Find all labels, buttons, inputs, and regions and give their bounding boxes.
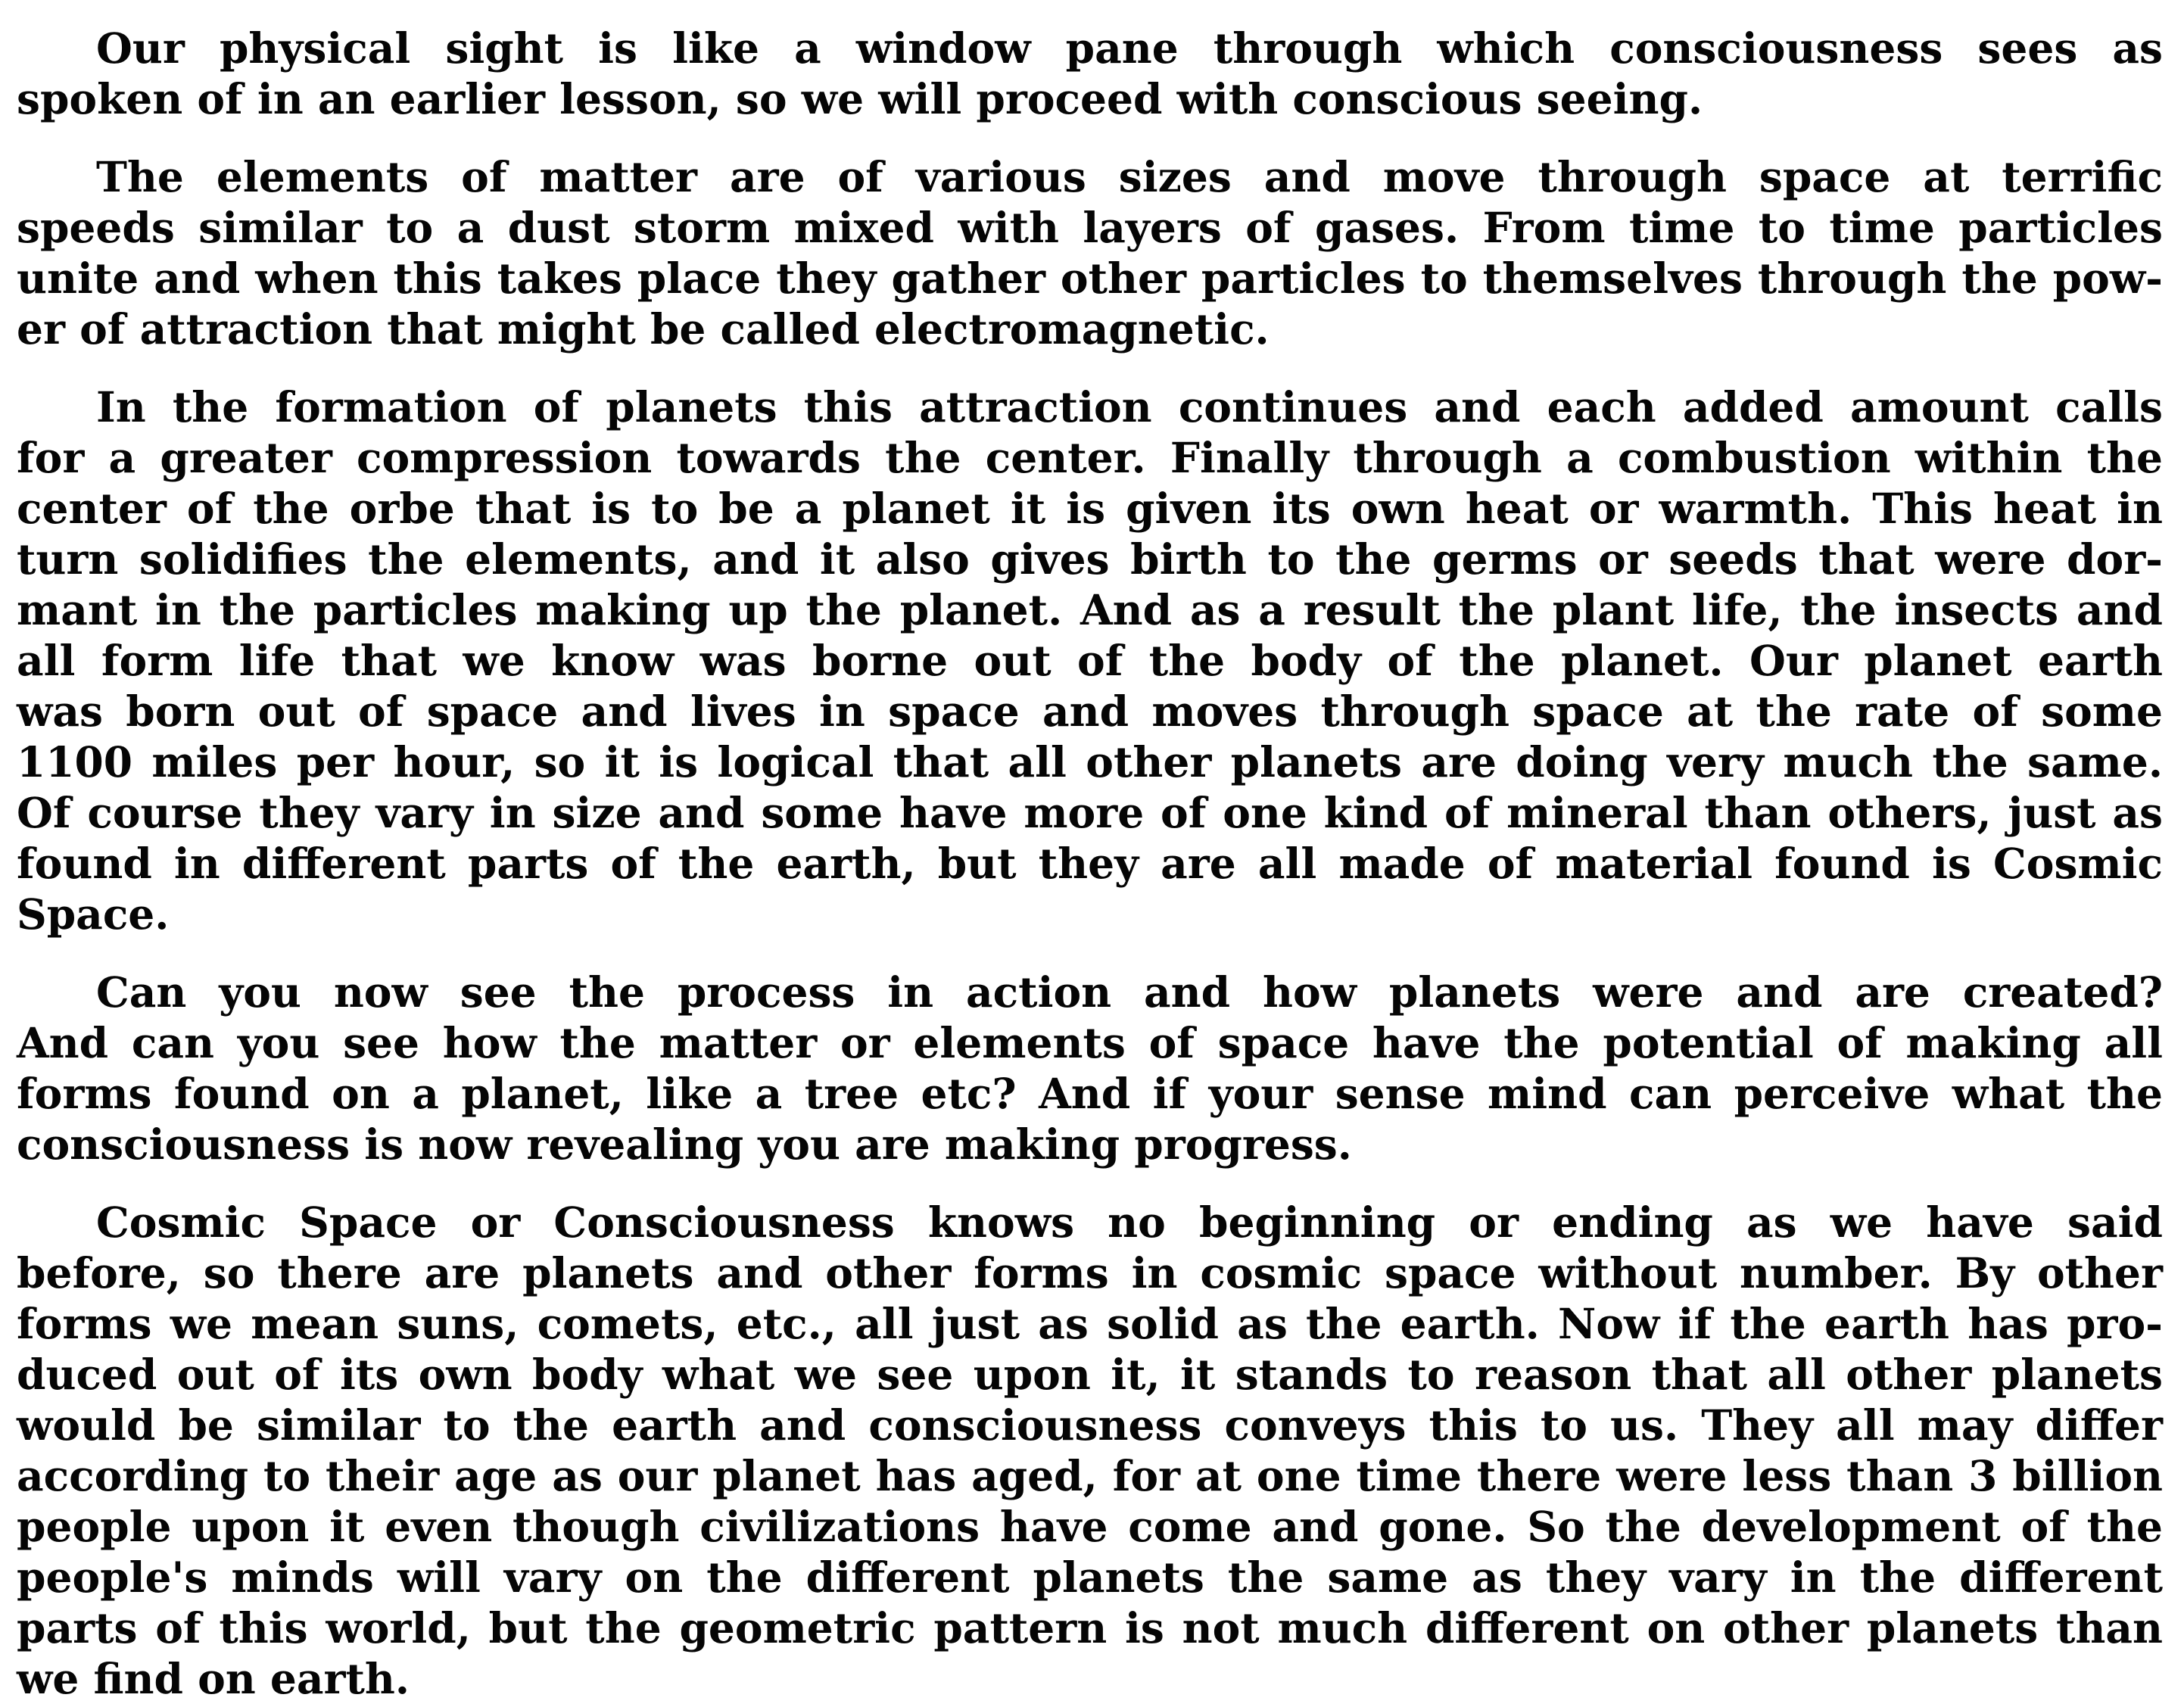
text-line: found in different parts of the earth, but they are all made of material found is Cosmic	[17, 839, 2163, 888]
paragraph	[17, 967, 2163, 1170]
text-line: In the formation of planets this attraction continues and each added amount calls	[96, 382, 2163, 431]
text-line: we find on earth.	[17, 1654, 410, 1703]
text-line: before, so there are planets and other forms in cosmic space without number. By other	[17, 1248, 2163, 1297]
text-line: center of the orbe that is to be a planet it is given its own heat or warmth. This heat in	[17, 484, 2163, 533]
text-line: speeds similar to a dust storm mixed with layers of gases. From time to time particles	[17, 203, 2163, 252]
text-line: The elements of matter are of various sizes and move through space at terrific	[96, 152, 2163, 201]
text-line: duced out of its own body what we see upon it, it stands to reason that all other planets	[17, 1350, 2163, 1399]
paragraph	[17, 1197, 2163, 1704]
text-line: for a greater compression towards the center. Finally through a combustion within the	[17, 433, 2163, 482]
text-line: Of course they vary in size and some have more of one kind of mineral than others, just as	[17, 788, 2163, 837]
text-line: people upon it even though civilizations have come and gone. So the development of the	[17, 1502, 2163, 1551]
paragraph	[17, 23, 2163, 124]
text-line: was born out of space and lives in space and moves through space at the rate of some	[17, 687, 2163, 736]
text-line: people's minds will vary on the different planets the same as they vary in the different	[17, 1553, 2163, 1602]
text-line: mant in the particles making up the planet. And as a result the plant life, the insects and	[17, 585, 2163, 634]
text-line: Space.	[17, 889, 170, 939]
text-line: er of attraction that might be called electromagnetic.	[17, 304, 1270, 354]
text-line: parts of this world, but the geometric pattern is not much different on other planets than	[17, 1603, 2163, 1652]
text-line: unite and when this takes place they gather other particles to themselves through the pow-	[17, 254, 2163, 303]
text-line: Our physical sight is like a window pane through which consciousness sees as	[96, 23, 2163, 73]
text-line: 1100 miles per hour, so it is logical that all other planets are doing very much the same.	[17, 737, 2163, 787]
text-line: forms found on a planet, like a tree etc? And if your sense mind can perceive what the	[17, 1069, 2163, 1118]
text-line: forms we mean suns, comets, etc., all just as solid as the earth. Now if the earth has pro-	[17, 1299, 2163, 1348]
text-line: according to their age as our planet has aged, for at one time there were less than 3 billion	[17, 1451, 2163, 1500]
text-line: all form life that we know was borne out of the body of the planet. Our planet earth	[17, 636, 2163, 685]
text-line: And can you see how the matter or elements of space have the potential of making all	[17, 1018, 2163, 1067]
text-line: turn solidifies the elements, and it also gives birth to the germs or seeds that were dor-	[17, 534, 2163, 584]
text-line: spoken of in an earlier lesson, so we will proceed with conscious seeing.	[17, 74, 1703, 123]
paragraph	[17, 151, 2163, 354]
text-line: would be similar to the earth and consciousness conveys this to us. They all may differ	[17, 1400, 2163, 1450]
text-line: Cosmic Space or Consciousness knows no beginning or ending as we have said	[96, 1198, 2163, 1247]
text-line: Can you now see the process in action and how planets were and are created?	[96, 967, 2163, 1017]
paragraph	[17, 382, 2163, 939]
text-line: consciousness is now revealing you are making progress.	[17, 1120, 1352, 1169]
